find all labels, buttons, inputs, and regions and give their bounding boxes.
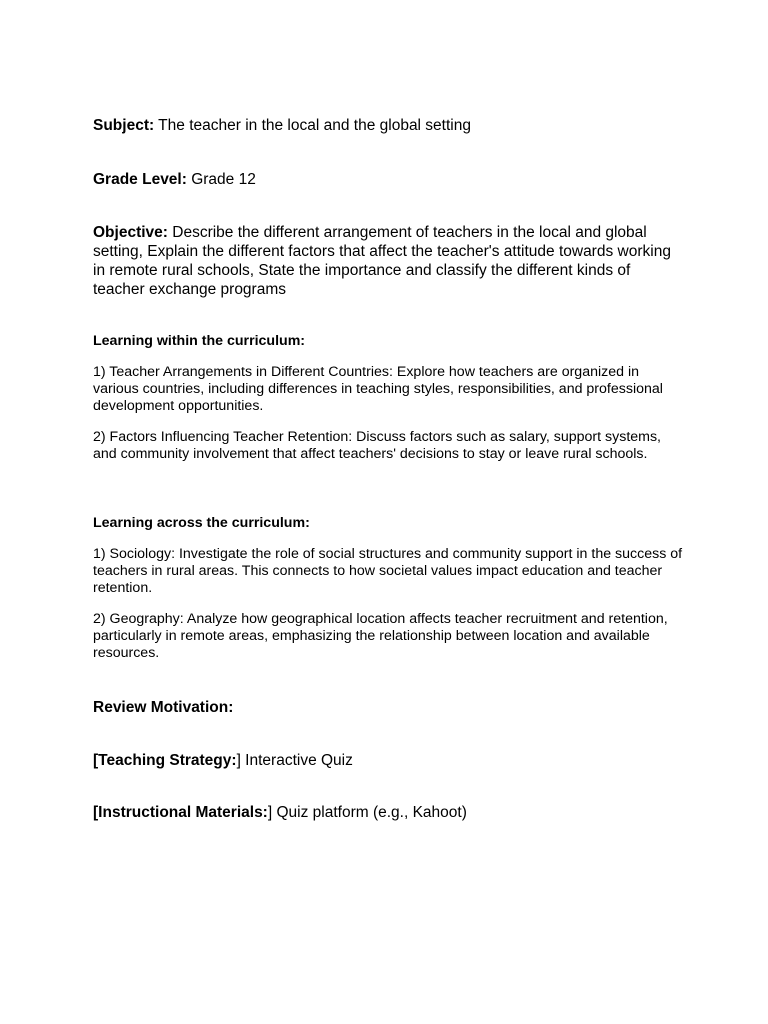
instructional-materials-line: [93, 803, 685, 822]
objective-paragraph: [93, 223, 685, 299]
teaching-strategy-close-bracket: ]: [236, 752, 241, 769]
instructional-materials-label: Instructional Materials:: [98, 804, 268, 821]
within-curriculum-item-1: 1) Teacher Arrangements in Different Countries: Explore how teachers are organized in various countries, including differences in teaching styles, responsibilities, and professional development opportunities.: [93, 364, 663, 414]
teaching-strategy-open-bracket: [: [93, 752, 99, 769]
objective-label: Objective:: [93, 224, 168, 241]
review-motivation-heading: Review Motivation:: [93, 699, 234, 716]
grade-level-value: Grade 12: [186, 171, 256, 188]
teaching-strategy-value: Interactive Quiz: [240, 752, 353, 769]
grade-level-line: [93, 170, 685, 189]
subject-value: The teacher in the local and the global setting: [154, 117, 471, 134]
instructional-materials-value: Quiz platform (e.g., Kahoot): [272, 804, 467, 821]
teaching-strategy-label: Teaching Strategy:: [98, 752, 237, 769]
across-curriculum-item-2: 2) Geography: Analyze how geographical location affects teacher recruitment and retention, particularly in remote areas, emphasizing the relationship between location and available resources.: [93, 611, 668, 661]
instructional-materials-close-bracket: ]: [267, 804, 273, 821]
subject-line: [93, 116, 685, 135]
objective-text: Describe the different arrangement of teachers in the local and global setting, Explain the different factors that affect the teacher's attitude towards working in remote rural schools, State the importance and classify the different kinds of teacher exchange programs: [93, 224, 671, 298]
grade-level-label: Grade Level:: [93, 171, 187, 188]
across-curriculum-item-1: 1) Sociology: Investigate the role of social structures and community support in the success of teachers in rural areas. This connects to how societal values impact education and teacher retention.: [93, 546, 683, 596]
within-curriculum-heading: Learning within the curriculum:: [93, 333, 306, 349]
instructional-materials-open-bracket: [: [93, 804, 99, 821]
across-curriculum-heading: Learning across the curriculum:: [93, 515, 310, 531]
within-curriculum-item-2: 2) Factors Influencing Teacher Retention: Discuss factors such as salary, support systems, and community involvement that affect teachers' decisions to stay or leave rural schools.: [93, 429, 662, 462]
subject-label: Subject:: [93, 117, 155, 134]
teaching-strategy-line: [93, 751, 685, 770]
